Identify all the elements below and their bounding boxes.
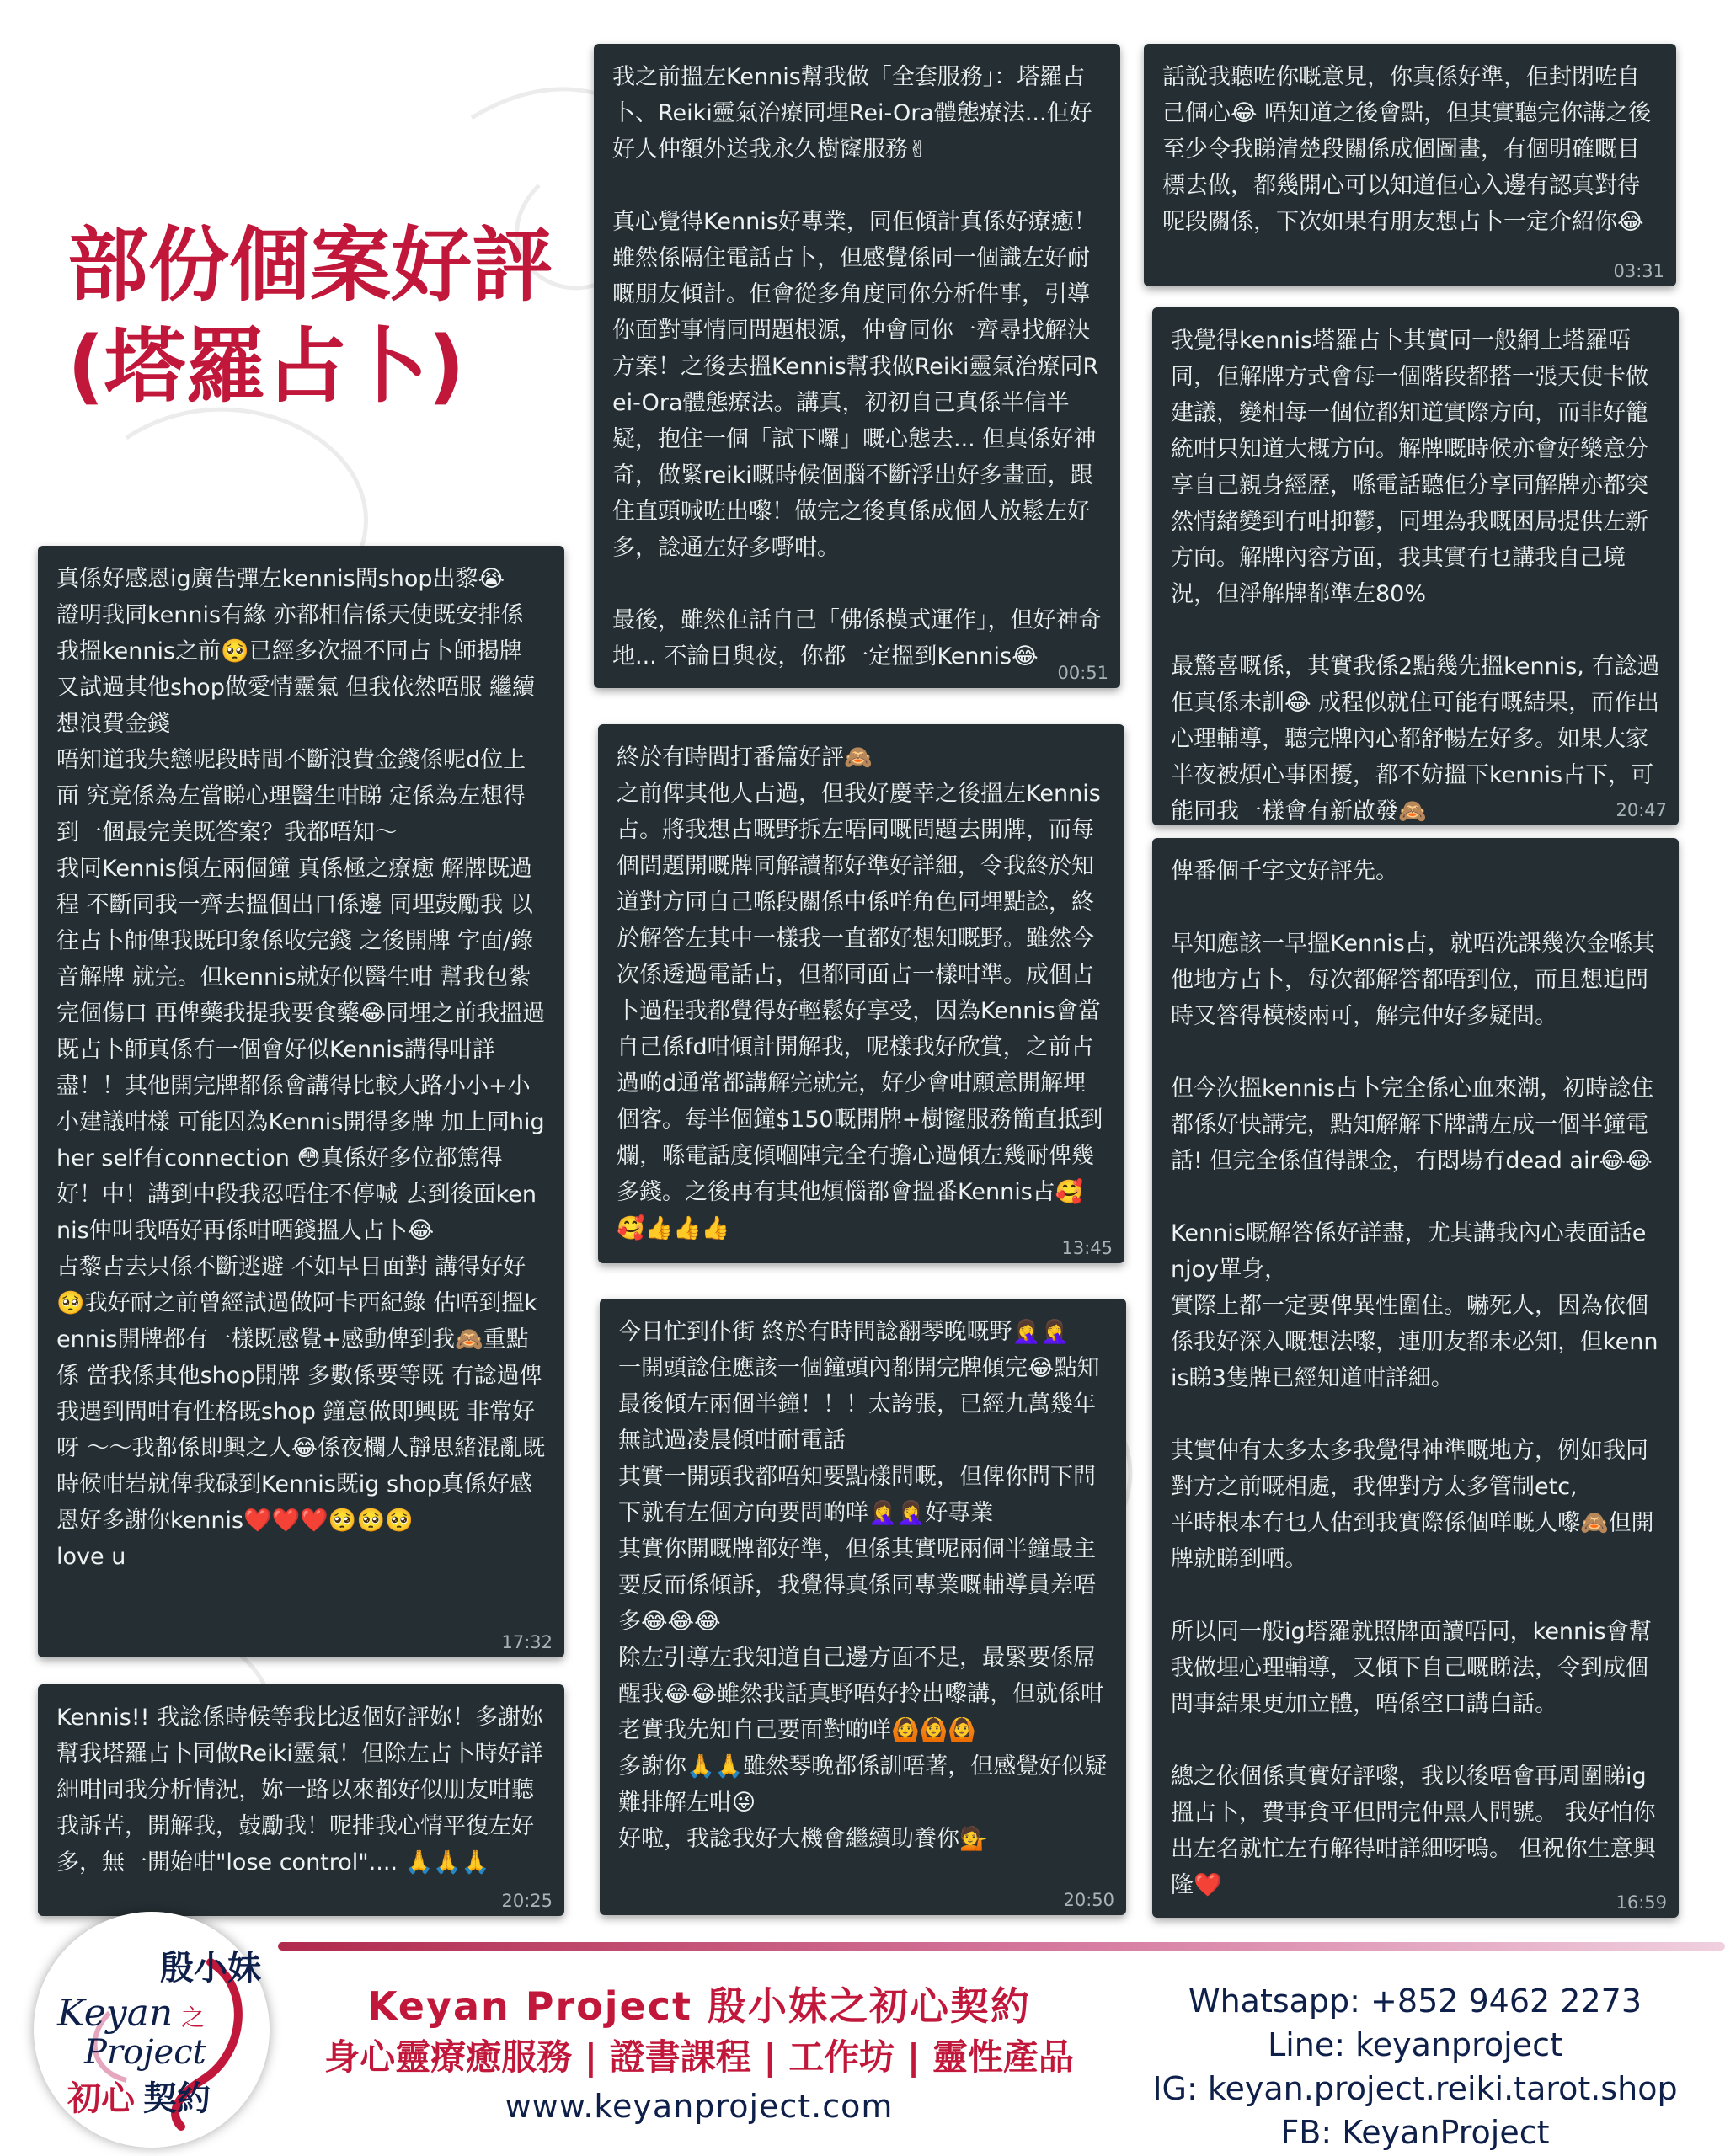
review-text: 話說我聽咗你嘅意見，你真係好準，佢封閉咗自己個心😂 唔知道之後會點，但其實聽完你講之後至少令我睇清楚段關係成個圖畫，有個明確嘅目標去做，都幾開心可以知道佢心入邊有認真對待呢段關係，下次如果有朋友想占卜一定介紹你😂 (1162, 64, 1652, 235)
logo-artwork (34, 1912, 270, 2148)
review-card (598, 724, 1124, 1263)
review-text: Kennis!! 我諗係時候等我比返個好評妳！多謝妳幫我塔羅占卜同做Reiki靈氣！但除左占卜時好詳細咁同我分析情況，妳一路以來都好似朋友咁聽我訴苦，開解我，鼓勵我！呢排我心情平復左好多，無一開始咁"lose control".... 🙏🙏🙏 (56, 1705, 543, 1876)
contact-block (1120, 1979, 1710, 2154)
contact-line[interactable]: Line: keyanproject (1268, 2026, 1562, 2063)
brand-services: 身心靈療癒服務 | 證書課程 | 工作坊 | 靈性產品 (324, 2036, 1074, 2078)
contact-whatsapp[interactable]: Whatsapp: +852 9462 2273 (1188, 1983, 1642, 2020)
review-card (1152, 838, 1679, 1918)
review-text: 我之前搵左Kennis幫我做「全套服務」：塔羅占卜、Reiki靈氣治療同埋Rei-Ora體態療法...佢好好人仲額外送我永久樹窿服務✌ 真心覺得Kennis好專業，同佢傾計真係好療癒！雖然係隔住電話占卜，但感覺係同一個識左好耐嘅朋友傾計。佢會從多角度同你分析件事，引導你面對事情同問題根源，仲會同你一齊尋找解決方案！之後去搵Kennis幫我做Reiki靈氣治療同Rei-Ora體態療法。講真，初初自己真係半信半疑，抱住一個「試下囉」嘅心態去... 但真係好神奇，做緊reiki嘅時候個腦不斷浮出好多畫面，跟住直頭喊咗出嚟！做完之後真係成個人放鬆左好多，諗通左好多嘢咁。 最後，雖然佢話自己「佛係模式運作」，但好神奇地... 不論日與夜，你都一定搵到Kennis😂 (612, 64, 1102, 670)
footer-divider (278, 1942, 1725, 1951)
review-card (1144, 44, 1676, 286)
review-card (1152, 307, 1679, 825)
page-title-line2: (塔羅占卜) (67, 319, 465, 414)
review-text: 今日忙到仆街 終於有時間諗翻琴晚嘅野🤦‍♀️🤦‍♀️ 一開頭諗住應該一個鐘頭內都開完牌傾完😂點知最後傾左兩個半鐘！！！太誇張，已經九萬幾年無試過凌晨傾咁耐電話 其實一開頭我都唔知要點樣問嘅，但俾你問下問下就有左個方向要問啲咩🤦‍♀️🤦‍♀️好專業 其實你開嘅牌都好準，但係其實呢兩個半鐘最主要反而係傾訴，我覺得真係同專業嘅輔導員差唔多😂😂😂 除左引導左我知道自己邊方面不足，最緊要係屌醒我😂😂雖然我話真野唔好拎出嚟講，但就係咁老實我先知自己要面對啲咩🙆🙆🙆 多謝你🙏🙏雖然琴晚都係訓唔著，但感覺好似疑難排解左咁😜 好啦，我諗我好大機會繼續助養你💁 (618, 1319, 1108, 1852)
review-text: 俾番個千字文好評先。 早知應該一早搵Kennis占，就唔洗課幾次金喺其他地方占卜，每次都解答都唔到位，而且想追問時又答得模棱兩可，解完仲好多疑問。 但今次搵kennis占卜完全係心血來潮，初時諗住都係好快講完，點知解解下牌講左成一個半鐘電話! 但完全係值得課金，冇悶場冇dead air😂😂 Kennis嘅解答係好詳盡，尤其講我內心表面話enjoy單身， 實際上都一定要俾異性圍住。嚇死人，因為依個係我好深入嘅想法嚟，連朋友都未必知，但kennis睇3隻牌已經知道咁詳細。 其實仲有太多太多我覺得神準嘅地方，例如我同對方之前嘅相處，我俾對方太多管制etc, 平時根本冇乜人估到我實際係個咩嘅人嚟🙈但開牌就睇到晒。 所以同一般ig塔羅就照牌面讀唔同，kennis會幫我做埋心理輔導，又傾下自己嘅睇法，令到成個問事結果更加立體，唔係空口講白話。 總之依個係真實好評嚟，我以後唔會再周圍睇ig搵占卜，費事貪平但問完仲黑人問號。 我好怕你出左名就忙左冇解得咁詳細呀嗚。 但祝你生意興隆❤️ (1171, 858, 1658, 1898)
svg-text:契約: 契約 (143, 2079, 211, 2118)
review-text: 真係好感恩ig廣告彈左kennis間shop出黎😭 證明我同kennis有緣 亦都相信係天使既安排係我搵kennis之前🥺已經多次搵不同占卜師揭牌 又試過其他shop做愛情靈氣 但我依然唔服 繼續想浪費金錢 唔知道我失戀呢段時間不斷浪費金錢係呢d位上面 究竟係為左當睇心理醫生咁睇 定係為左想得到一個最完美既答案？我都唔知～ 我同Kennis傾左兩個鐘 真係極之療癒 解牌既過程 不斷同我一齊去搵個出口係邊 同埋鼓勵我 以往占卜師俾我既印象係收完錢 之後開牌 字面/錄音解牌 就完。但kennis就好似醫生咁 幫我包紮完個傷口 再俾藥我提我要食藥😂同埋之前我搵過既占卜師真係冇一個會好似Kennis講得咁詳盡！！其他開完牌都係會講得比較大路小小+小小建議咁樣 可能因為Kennis開得多牌 加上同higher self有connection 😳真係好多位都篤得好！中！講到中段我忍唔住不停喊 去到後面kennis仲叫我唔好再係咁哂錢搵人占卜😂 占黎占去只係不斷逃避 不如早日面對 講得好好🥺我好耐之前曾經試過做阿卡西紀錄 估唔到搵kennis開牌都有一樣既感覺+感動俾到我🙈重點係 當我係其他shop開牌 多數係要等既 冇諗過俾我遇到間咁有性格既shop 鐘意做即興既 非常好呀 ～～我都係即興之人😂係夜欄人靜思緒混亂既時候咁岩就俾我碌到Kennis既ig shop真係好感恩好多謝你kennis❤️❤️❤️🥺🥺🥺 love u (56, 566, 546, 1570)
contact-fb[interactable]: FB: KeyanProject (1280, 2114, 1550, 2151)
svg-text:初心: 初心 (67, 2079, 135, 2118)
review-text: 終於有時間打番篇好評🙈 之前俾其他人占過，但我好慶幸之後搵左Kennis占。將我想占嘅野拆左唔同嘅問題去開牌，而每個問題開嘅牌同解讀都好準好詳細，令我終於知道對方同自己喺段關係中係咩角色同埋點諗，終於解答左其中一樣我一直都好想知嘅野。雖然今次係透過電話占，但都同面占一樣咁準。成個占卜過程我都覺得好輕鬆好享受，因為Kennis會當自己係fd咁傾計開解我，呢樣我好欣賞，之前占過啲d通常都講解完就完，好少會咁願意開解埋個客。每半個鐘$150嘅開牌+樹窿服務簡直抵到爛，喺電話度傾嗰陣完全冇擔心過傾左幾耐俾幾多錢。之後再有其他煩惱都會搵番Kennis占🥰🥰👍👍👍 (617, 744, 1103, 1241)
review-time: 20:47 (1616, 800, 1667, 820)
page-title (67, 215, 573, 417)
page-title-line1: 部份個案好評 (67, 218, 553, 312)
review-card (38, 1684, 564, 1916)
brand-block (295, 1981, 1103, 2129)
review-time: 16:59 (1616, 1892, 1667, 1913)
website-link[interactable]: www.keyanproject.com (505, 2088, 894, 2125)
review-time: 00:51 (1057, 663, 1108, 683)
review-time: 20:50 (1063, 1890, 1114, 1910)
review-time: 13:45 (1061, 1238, 1113, 1258)
svg-text:殷小妹: 殷小妹 (160, 1949, 261, 1988)
review-text: 我覺得kennis塔羅占卜其實同一般網上塔羅唔同，佢解牌方式會每一個階段都搭一張天使卡做建議，變相每一個位都知道實際方向，而非好籠統咁只知道大概方向。解牌嘅時候亦會好樂意分享自己親身經歷，喺電話聽佢分享同解牌亦都突然情緒變到冇咁抑鬱，同埋為我嘅困局提供左新方向。解牌內容方面，我其實冇乜講我自己境況，但淨解牌都準左80% 最驚喜嘅係，其實我係2點幾先搵kennis, 冇諗過佢真係未訓😂 成程似就住可能有嘅結果，而作出心理輔導，聽完牌內心都舒暢左好多。如果大家半夜被煩心事困擾，都不妨搵下kennis占下，可能同我一樣會有新啟發🙈 (1171, 328, 1660, 825)
review-card (600, 1299, 1126, 1915)
svg-text:Project: Project (84, 2033, 206, 2072)
svg-text:之: 之 (181, 2004, 206, 2031)
review-time: 20:25 (501, 1891, 553, 1911)
review-card (38, 546, 564, 1657)
review-time: 03:31 (1613, 261, 1664, 281)
svg-text:Keyan: Keyan (57, 1992, 174, 2035)
brand-name: Keyan Project 殷小妹之初心契約 (366, 1983, 1032, 2029)
contact-ig[interactable]: IG: keyan.project.reiki.tarot.shop (1152, 2070, 1678, 2107)
review-card (594, 44, 1120, 688)
brand-logo (34, 1912, 270, 2148)
review-time: 17:32 (501, 1632, 553, 1652)
